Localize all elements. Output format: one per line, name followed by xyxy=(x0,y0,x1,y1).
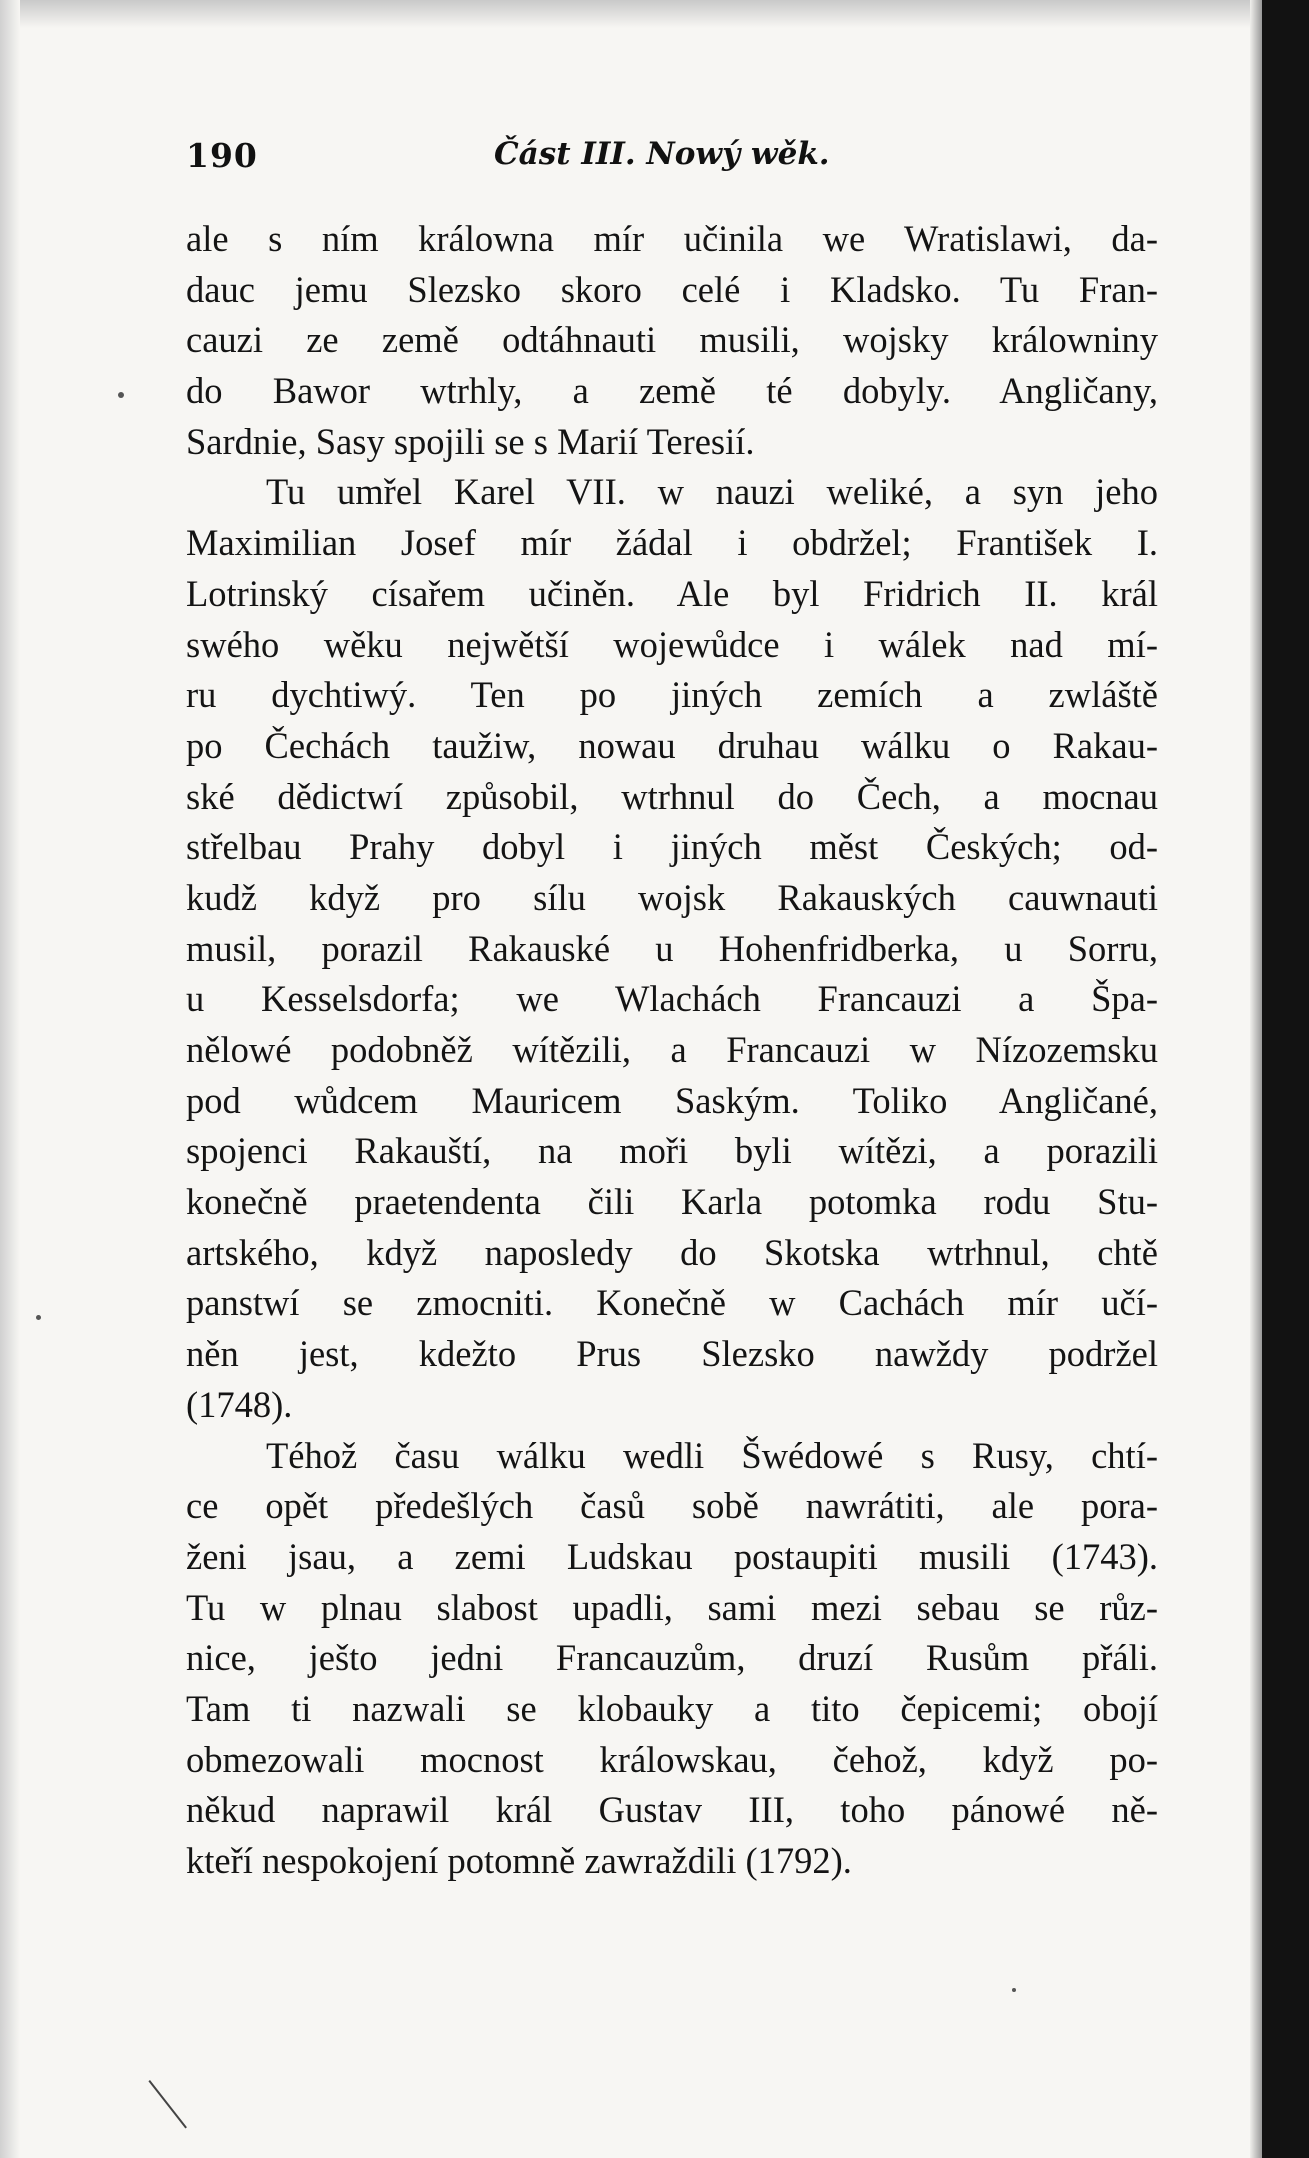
text-line: do Bawor wtrhly, a země té dobyly. Angličany, xyxy=(186,370,1158,412)
body-text xyxy=(186,214,1158,1887)
text-line: pod wůdcem Mauricem Saským. Toliko Angličané, xyxy=(186,1079,1158,1121)
text-line: Lotrinský císařem učiněn. Ale byl Fridrich II. král xyxy=(186,572,1158,614)
page-number: 190 xyxy=(186,136,258,175)
text-line: něn jest, kdežto Prus Slezsko nawždy podržel xyxy=(186,1333,1158,1375)
text-line: Tu w plnau slabost upadli, sami mezi sebau se růz- xyxy=(186,1586,1158,1628)
scan-dark-edge xyxy=(1262,0,1309,2158)
scan-speck xyxy=(1012,1988,1016,1992)
text-line: nělowé podobněž wítězili, a Francauzi w Nízozemsku xyxy=(186,1029,1158,1070)
text-line: artského, když naposledy do Skotska wtrhnul, chtě xyxy=(186,1231,1158,1273)
text-line: ženi jsau, a zemi Ludskau postaupiti musili (1743). xyxy=(186,1535,1158,1577)
running-head: Část III. Nowý wěk. xyxy=(494,136,830,172)
text-line: ru dychtiwý. Ten po jiných zemích a zwláště xyxy=(186,674,1158,716)
text-line: kteří nespokojení potomně zawraždili (1792). xyxy=(186,1840,852,1881)
text-line: u Kesselsdorfa; we Wlachách Francauzi a Špa- xyxy=(186,978,1158,1020)
page-header xyxy=(186,136,1186,182)
text-line: dauc jemu Slezsko skoro celé i Kladsko. Tu Fran- xyxy=(186,268,1158,310)
text-line: Sardnie, Sasy spojili se s Marií Teresií. xyxy=(186,420,755,462)
text-line: spojenci Rakauští, na moři byli wítězi, a porazili xyxy=(186,1130,1158,1172)
scan-top-shadow xyxy=(0,0,1262,28)
text-line: konečně praetendenta čili Karla potomka rodu Stu- xyxy=(186,1181,1158,1223)
text-line: ale s ním králowna mír učinila we Wratislawi, da- xyxy=(186,218,1158,259)
text-line: Maximilian Josef mír žádal i obdržel; František I. xyxy=(186,522,1158,564)
text-line: cauzi ze země odtáhnauti musili, wojsky králowniny xyxy=(186,319,1158,361)
text-line: ce opět předešlých časů sobě nawrátiti, ale pora- xyxy=(186,1485,1158,1527)
scan-speck xyxy=(118,392,124,398)
scan-crease-mark xyxy=(148,2080,187,2129)
text-line: Tam ti nazwali se klobauky a tito čepicemi; obojí xyxy=(186,1687,1158,1729)
text-line: nice, ješto jedni Francauzům, druzí Rusům přáli. xyxy=(186,1637,1158,1679)
text-line: Téhož času wálku wedli Šwédowé s Rusy, chtí- xyxy=(266,1434,1158,1476)
text-line: po Čechách taužiw, nowau druhau wálku o Rakau- xyxy=(186,724,1158,766)
text-line: musil, porazil Rakauské u Hohenfridberka, u Sorru, xyxy=(186,927,1158,969)
text-line: obmezowali mocnost králowskau, čehož, když po- xyxy=(186,1738,1158,1780)
text-line: (1748). xyxy=(186,1383,293,1425)
scan-left-shadow xyxy=(0,0,20,2158)
text-line: kudž když pro sílu wojsk Rakauských cauwnauti xyxy=(186,876,1158,918)
text-line: ské dědictwí způsobil, wtrhnul do Čech, a mocnau xyxy=(186,775,1158,817)
text-line: Tu umřel Karel VII. w nauzi weliké, a syn jeho xyxy=(266,471,1158,513)
text-line: někud naprawil král Gustav III, toho pánowé ně- xyxy=(186,1789,1158,1831)
text-line: swého wěku nejwětší wojewůdce i wálek nad mí- xyxy=(186,623,1158,665)
text-line: panstwí se zmocniti. Konečně w Cachách mír učí- xyxy=(186,1282,1158,1324)
text-line: střelbau Prahy dobyl i jiných měst Českých; od- xyxy=(186,826,1158,868)
scan-speck xyxy=(36,1315,41,1320)
